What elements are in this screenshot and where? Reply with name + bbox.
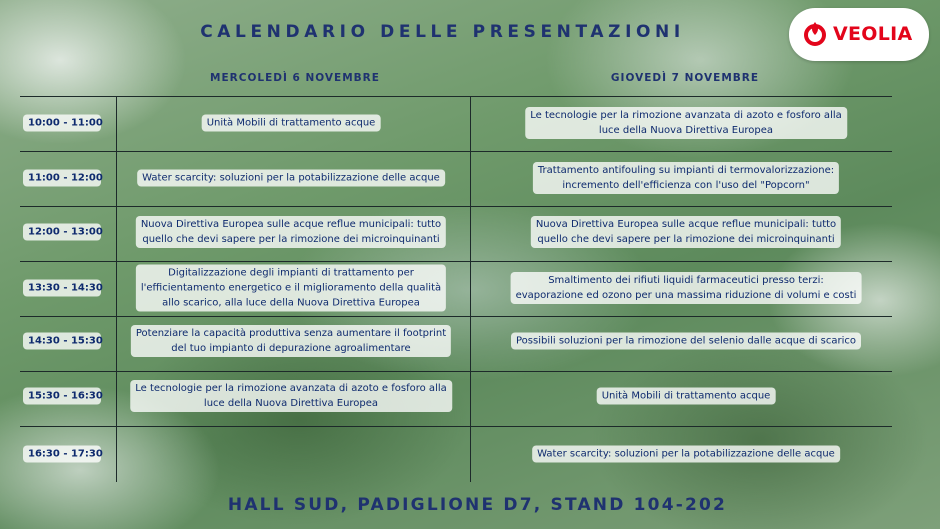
time-slot: 16:30 - 17:30 [23, 446, 101, 463]
presentation-wednesday [131, 325, 451, 357]
presentation-title-line: Water scarcity: soluzioni per la potabilizzazione delle acque [537, 448, 835, 460]
grid-line [20, 206, 892, 207]
presentation-title-line: Le tecnologie per la rimozione avanzata di azoto e fosforo alla [135, 383, 447, 394]
presentation-title-line: evaporazione ed ozono per una massima riduzione di volumi e costi [515, 290, 857, 301]
presentation-title-line: quello che devi sapere per la rimozione dei microinquinanti [142, 234, 440, 245]
time-slot: 14:30 - 15:30 [23, 333, 101, 350]
presentation-wednesday [137, 170, 445, 187]
day-header-thursday: GIOVEDÌ 7 NOVEMBRE [610, 72, 760, 84]
time-slot: 12:00 - 13:00 [23, 224, 101, 241]
presentation-thursday [532, 446, 840, 463]
time-slot: 13:30 - 14:30 [23, 280, 101, 297]
presentation-title-line: Digitalizzazione degli impianti di trattamento per [168, 267, 414, 279]
presentation-thursday [511, 333, 861, 350]
presentation-title-line: luce della Nuova Direttiva Europea [203, 398, 379, 409]
presentation-wednesday [136, 216, 446, 248]
page-title: CALENDARIO DELLE PRESENTAZIONI [200, 22, 685, 42]
presentation-wednesday [202, 115, 381, 132]
presentation-title-line: luce della Nuova Direttiva Europea [598, 125, 774, 136]
presentation-title-line: del tuo impianto di depurazione agroalimentare [171, 343, 411, 354]
grid-line [20, 371, 892, 372]
presentation-title-line: Water scarcity: soluzioni per la potabilizzazione delle acque [142, 172, 440, 184]
presentation-title-line: l'efficientamento energetico e il miglioramento della qualità [140, 282, 442, 294]
stand-location: HALL SUD, PADIGLIONE D7, STAND 104-202 [227, 495, 728, 515]
time-slot: 11:00 - 12:00 [23, 170, 101, 187]
grid-line [20, 261, 892, 262]
presentation-title-line: incremento dell'efficienza con l'uso del "Popcorn" [562, 180, 810, 191]
grid-line [20, 316, 892, 317]
presentation-title-line: quello che devi sapere per la rimozione dei microinquinanti [537, 234, 835, 245]
grid-line [20, 426, 892, 427]
presentation-wednesday [130, 380, 452, 412]
presentation-thursday [533, 162, 839, 194]
presentation-title-line: Smaltimento dei rifiuti liquidi farmaceutici presso terzi: [548, 275, 824, 286]
presentation-title-line: Potenziare la capacità produttiva senza aumentare il footprint [135, 328, 447, 339]
grid-line [20, 151, 892, 152]
grid-divider [116, 96, 117, 482]
presentation-title-line: Unità Mobili di trattamento acque [206, 117, 376, 129]
logo-text: VEOLIA [833, 23, 913, 45]
presentation-title-line: Unità Mobili di trattamento acque [601, 390, 771, 402]
time-slot: 15:30 - 16:30 [23, 388, 101, 405]
veolia-logo [789, 8, 929, 61]
presentation-title-line: Le tecnologie per la rimozione avanzata di azoto e fosforo alla [530, 110, 842, 121]
time-slot: 10:00 - 11:00 [23, 115, 101, 132]
presentation-thursday [511, 272, 862, 304]
grid-line [20, 96, 892, 97]
presentation-title-line: Nuova Direttiva Europea sulle acque reflue municipali: tutto [535, 219, 837, 230]
day-header-wednesday: MERCOLEDÌ 6 NOVEMBRE [210, 72, 380, 84]
presentation-thursday [531, 216, 841, 248]
grid-divider [470, 96, 471, 482]
presentation-thursday [597, 388, 776, 405]
presentation-title-line: Possibili soluzioni per la rimozione del selenio dalle acque di scarico [516, 335, 856, 347]
presentation-thursday [525, 107, 847, 139]
presentation-wednesday [136, 265, 446, 312]
veolia-logo-icon [803, 21, 827, 47]
presentation-title-line: Nuova Direttiva Europea sulle acque reflue municipali: tutto [140, 219, 442, 230]
presentation-title-line: Trattamento antifouling su impianti di termovalorizzazione: [537, 165, 835, 176]
presentation-title-line: allo scarico, alla luce della Nuova Direttiva Europea [162, 297, 420, 309]
